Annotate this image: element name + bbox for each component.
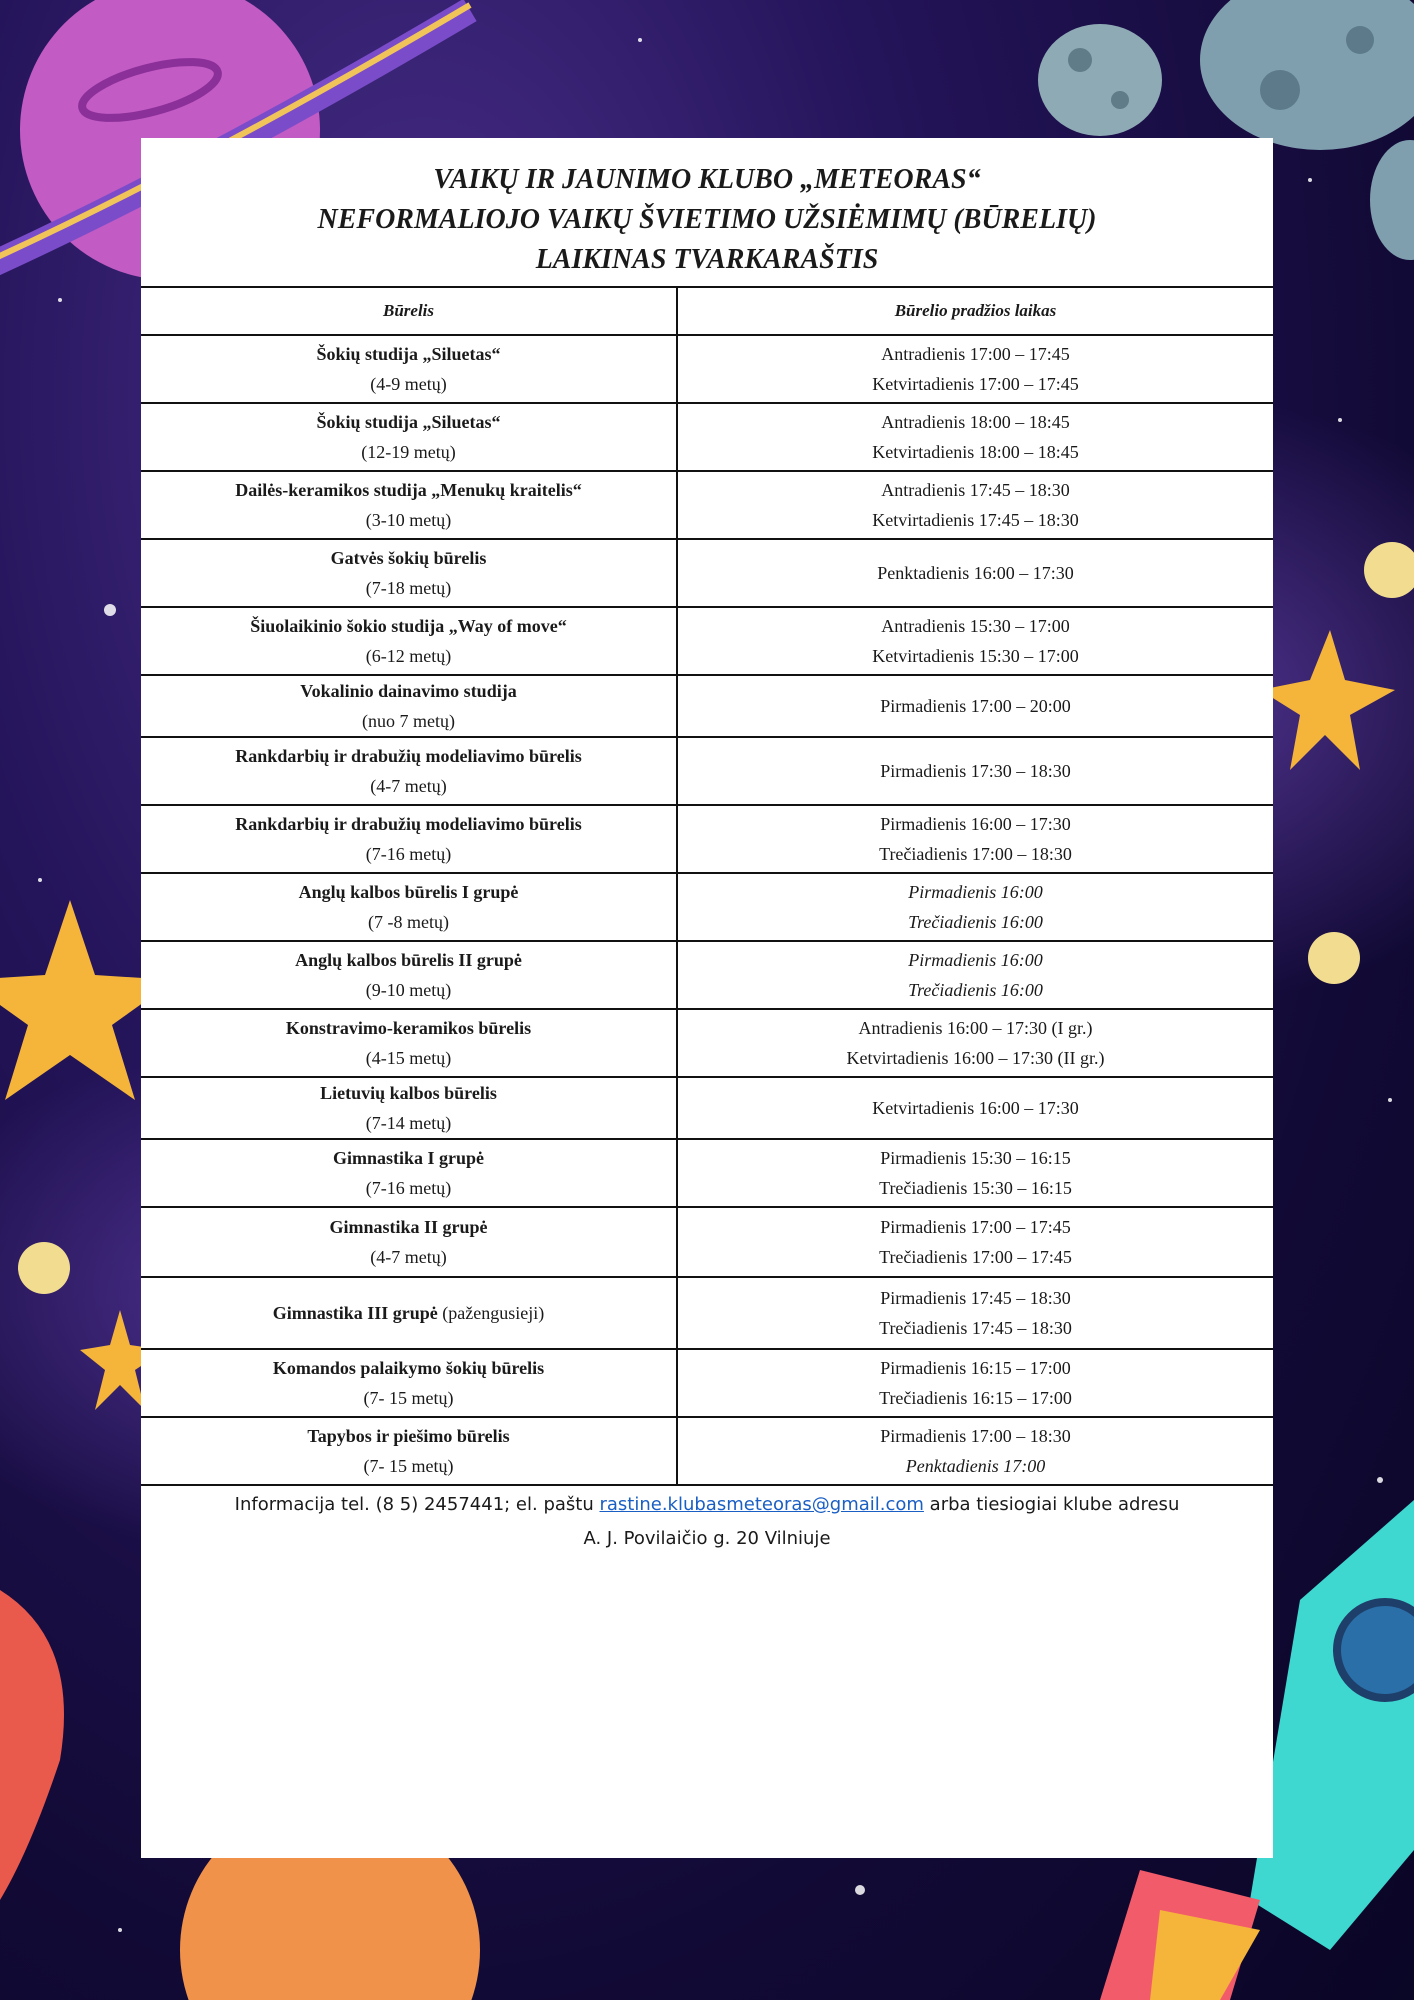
schedule-table [141,286,1273,1486]
table-row [141,607,1273,675]
table-row [141,1417,1273,1485]
contact-prefix: Informacija tel. (8 5) 2457441; el. paštu [234,1494,600,1515]
activity-name: Šokių studija „Siluetas“ [316,412,501,432]
contact-footer [141,1486,1273,1556]
session-time: Pirmadienis 15:30 – 16:15 [880,1148,1071,1168]
session-time: Trečiadienis 17:00 – 18:30 [879,844,1072,864]
activity-age: (7 -8 metų) [368,912,449,932]
session-time: Trečiadienis 15:30 – 16:15 [879,1178,1072,1198]
table-row [141,1349,1273,1417]
session-time: Pirmadienis 17:00 – 18:30 [880,1426,1071,1446]
contact-line [141,1488,1273,1522]
activity-cell [141,737,677,805]
session-time: Trečiadienis 17:00 – 17:45 [879,1247,1072,1267]
activity-level: (pažengusieji) [442,1303,545,1323]
activity-cell [141,539,677,607]
session-time: Ketvirtadienis 15:30 – 17:00 [872,646,1079,666]
activity-age: (9-10 metų) [365,980,452,1000]
session-time: Pirmadienis 17:00 – 17:45 [880,1217,1071,1237]
table-header-row [141,287,1273,335]
activity-name: Šiuolaikinio šokio studija „Way of move“ [250,616,567,636]
activity-age: (7-14 metų) [365,1113,452,1133]
table-row [141,675,1273,737]
activity-name: Rankdarbių ir drabužių modeliavimo būrelis [235,746,582,766]
activity-age: (12-19 metų) [361,442,456,462]
activity-cell [141,873,677,941]
title-line: VAIKŲ IR JAUNIMO KLUBO „METEORAS“ [433,164,981,195]
activity-age: (nuo 7 metų) [362,711,455,731]
session-time: Antradienis 16:00 – 17:30 (I gr.) [858,1018,1093,1038]
title-line: LAIKINAS TVARKARAŠTIS [535,244,879,275]
activity-cell [141,1349,677,1417]
table-row [141,539,1273,607]
activity-age: (7-18 metų) [365,578,452,598]
session-time: Pirmadienis 17:30 – 18:30 [880,761,1071,781]
activity-cell [141,1207,677,1277]
activity-name: Konstravimo-keramikos būrelis [285,1018,532,1038]
session-time: Pirmadienis 17:45 – 18:30 [880,1288,1071,1308]
start-time-cell [677,403,1273,471]
activity-age: (6-12 metų) [365,646,452,666]
session-time: Ketvirtadienis 17:00 – 17:45 [872,374,1079,394]
moon-icon [1308,932,1360,984]
activity-cell [141,471,677,539]
moon-icon [18,1242,70,1294]
column-header-activity: Būrelis [141,287,677,335]
activity-age: (7-16 metų) [365,844,452,864]
activity-name: Anglų kalbos būrelis I grupė [298,882,519,902]
activity-age: (4-9 metų) [370,374,447,394]
address-line: A. J. Povilaičio g. 20 Vilniuje [583,1528,831,1549]
session-time: Pirmadienis 16:00 [908,950,1043,970]
start-time-cell [677,1277,1273,1349]
email-link[interactable]: rastine.klubasmeteoras@gmail.com [599,1494,924,1515]
activity-age: (4-7 metų) [370,776,447,796]
activity-cell [141,335,677,403]
activity-cell [141,1417,677,1485]
session-time: Pirmadienis 17:00 – 20:00 [880,696,1071,716]
activity-name: Gimnastika I grupė [332,1148,485,1168]
table-row [141,737,1273,805]
activity-cell [141,403,677,471]
activity-name: Lietuvių kalbos būrelis [320,1083,497,1103]
activity-cell [141,941,677,1009]
start-time-cell [677,941,1273,1009]
session-time: Ketvirtadienis 17:45 – 18:30 [872,510,1079,530]
session-time: Trečiadienis 17:45 – 18:30 [879,1318,1072,1338]
activity-age: (3-10 metų) [365,510,452,530]
start-time-cell [677,1139,1273,1207]
table-row [141,941,1273,1009]
start-time-cell [677,737,1273,805]
title-line: NEFORMALIOJO VAIKŲ ŠVIETIMO UŽSIĖMIMŲ (BŪRELIŲ) [317,204,1097,235]
start-time-cell [677,873,1273,941]
start-time-cell [677,805,1273,873]
start-time-cell [677,1009,1273,1077]
session-time: Antradienis 15:30 – 17:00 [881,616,1070,636]
start-time-cell [677,1207,1273,1277]
session-time: Ketvirtadienis 18:00 – 18:45 [872,442,1079,462]
column-header-start-time: Būrelio pradžios laikas [677,287,1273,335]
activity-cell [141,1009,677,1077]
activity-age: (7-16 metų) [365,1178,452,1198]
activity-cell [141,1277,677,1349]
session-time: Pirmadienis 16:00 – 17:30 [880,814,1071,834]
table-row [141,1009,1273,1077]
activity-age: (4-7 metų) [370,1247,447,1267]
session-time: Penktadienis 16:00 – 17:30 [877,563,1074,583]
table-row [141,1077,1273,1139]
activity-name: Gatvės šokių būrelis [330,548,487,568]
start-time-cell [677,675,1273,737]
session-time: Antradienis 18:00 – 18:45 [881,412,1070,432]
contact-suffix: arba tiesiogiai klube adresu [923,1494,1180,1515]
activity-name: Komandos palaikymo šokių būrelis [272,1358,545,1378]
table-row [141,1277,1273,1349]
session-time: Ketvirtadienis 16:00 – 17:30 (II gr.) [846,1048,1105,1068]
activity-cell [141,1077,677,1139]
activity-name: Vokalinio dainavimo studija [300,681,517,701]
start-time-cell [677,1077,1273,1139]
table-row [141,471,1273,539]
table-row [141,1207,1273,1277]
table-row [141,805,1273,873]
activity-name: Tapybos ir piešimo būrelis [307,1426,510,1446]
session-time: Trečiadienis 16:00 [908,912,1043,932]
table-row [141,1139,1273,1207]
activity-name: Anglų kalbos būrelis II grupė [295,950,522,970]
activity-cell [141,675,677,737]
page-title [141,138,1273,286]
table-row [141,403,1273,471]
start-time-cell [677,1417,1273,1485]
activity-cell [141,805,677,873]
session-time: Antradienis 17:00 – 17:45 [881,344,1070,364]
start-time-cell [677,471,1273,539]
table-row [141,873,1273,941]
session-time: Pirmadienis 16:00 [908,882,1043,902]
activity-name: Šokių studija „Siluetas“ [316,344,501,364]
activity-name: Gimnastika III grupė [272,1303,438,1323]
activity-age: (7- 15 metų) [363,1456,454,1476]
start-time-cell [677,335,1273,403]
activity-cell [141,607,677,675]
activity-name: Rankdarbių ir drabužių modeliavimo būrelis [235,814,582,834]
session-time: Pirmadienis 16:15 – 17:00 [880,1358,1071,1378]
session-time: Trečiadienis 16:15 – 17:00 [879,1388,1072,1408]
session-time: Ketvirtadienis 16:00 – 17:30 [872,1098,1079,1118]
start-time-cell [677,539,1273,607]
activity-name: Dailės-keramikos studija „Menukų kraitelis“ [235,480,582,500]
table-row [141,335,1273,403]
activity-name: Gimnastika II grupė [329,1217,488,1237]
activity-age: (7- 15 metų) [363,1388,454,1408]
activity-cell [141,1139,677,1207]
session-time: Antradienis 17:45 – 18:30 [881,480,1070,500]
schedule-sheet [141,138,1273,1858]
session-time: Penktadienis 17:00 [905,1456,1046,1476]
start-time-cell [677,607,1273,675]
activity-age: (4-15 metų) [365,1048,452,1068]
start-time-cell [677,1349,1273,1417]
session-time: Trečiadienis 16:00 [908,980,1043,1000]
